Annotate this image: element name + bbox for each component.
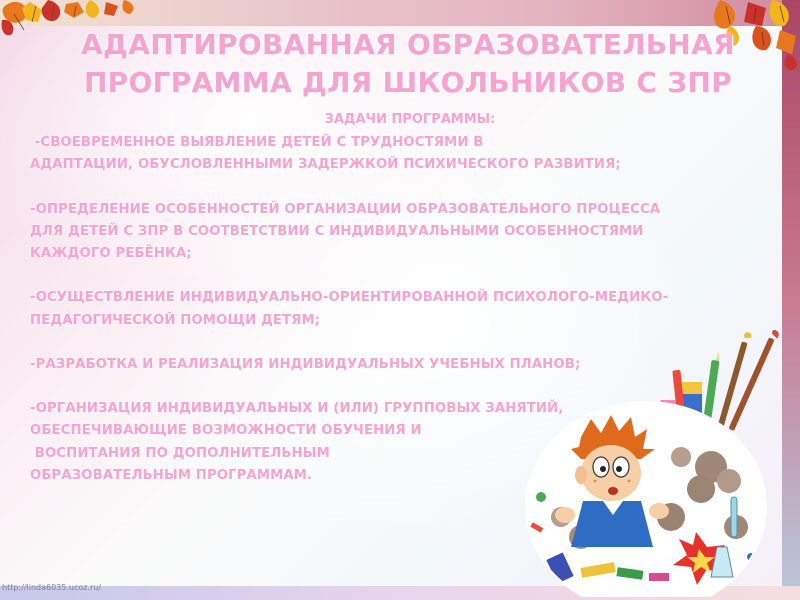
slide-title	[38, 26, 778, 102]
task-text-line: -СВОЕВРЕМЕННОЕ ВЫЯВЛЕНИЕ ДЕТЕЙ С ТРУДНОСТЯМИ В	[30, 135, 484, 150]
task-item	[30, 199, 800, 266]
task-text-line: ОБЕСПЕЧИВАЮЩИЕ ВОЗМОЖНОСТИ ОБУЧЕНИЯ И	[30, 423, 422, 439]
task-text-line: -ОРГАНИЗАЦИЯ ИНДИВИДУАЛЬНЫХ И (ИЛИ) ГРУППОВЫХ ЗАНЯТИЙ,	[30, 401, 564, 417]
task-text-line: -РАЗРАБОТКА И РЕАЛИЗАЦИЯ ИНДИВИДУАЛЬНЫХ УЧЕБНЫХ ПЛАНОВ;	[30, 356, 581, 372]
task-text-line: ПЕДАГОГИЧЕСКОЙ ПОМОЩИ ДЕТЯМ;	[30, 312, 321, 328]
title-line: ПРОГРАММА ДЛЯ ШКОЛЬНИКОВ С ЗПР	[83, 66, 733, 99]
task-text-line: КАЖДОГО РЕБЁНКА;	[30, 245, 192, 261]
task-text-line: АДАПТАЦИИ, ОБУСЛОВЛЕННЫМИ ЗАДЕРЖКОЙ ПСИХИЧЕСКОГО РАЗВИТИЯ;	[30, 157, 621, 173]
title-line: АДАПТИРОВАННАЯ ОБРАЗОВАТЕЛЬНАЯ	[81, 28, 735, 61]
source-url: http://linda6035.ucoz.ru/	[2, 583, 102, 592]
task-text-line: ДЛЯ ДЕТЕЙ С ЗПР В СООТВЕТСТВИИ С ИНДИВИДУАЛЬНЫМИ ОСОБЕННОСТЯМИ	[30, 223, 644, 239]
task-text-line: -ОСУЩЕСТВЛЕНИЕ ИНДИВИДУАЛЬНО-ОРИЕНТИРОВАННОЙ ПСИХОЛОГО-МЕДИКО-	[30, 290, 669, 306]
tasks-heading: ЗАДАЧИ ПРОГРАММЫ:	[324, 112, 496, 127]
task-item	[30, 287, 800, 331]
task-text-line: ВОСПИТАНИЯ ПО ДОПОЛНИТЕЛЬНЫМ	[30, 445, 330, 461]
task-item	[30, 132, 800, 176]
task-text-line: -ОПРЕДЕЛЕНИЕ ОСОБЕННОСТЕЙ ОРГАНИЗАЦИИ ОБРАЗОВАТЕЛЬНОГО ПРОЦЕССА	[30, 201, 661, 217]
confused-child-illustration	[521, 397, 771, 597]
task-text-line: ОБРАЗОВАТЕЛЬНЫМ ПРОГРАММАМ.	[30, 467, 313, 483]
task-item	[30, 354, 800, 376]
